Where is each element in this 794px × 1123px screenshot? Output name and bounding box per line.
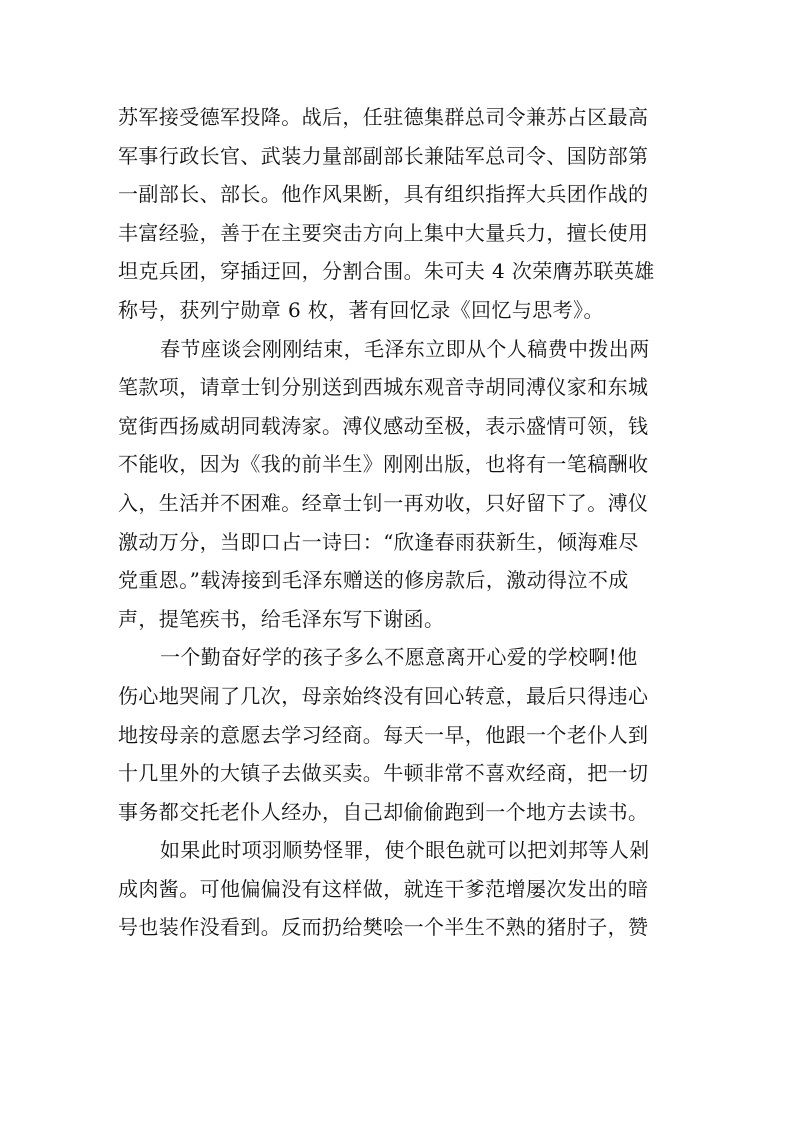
text-line: 如果此时项羽顺势怪罪，使个眼色就可以把刘邦等人剁 [160, 838, 650, 863]
text-line: 号也装作没看到。反而扔给樊哙一个半生不熟的猪肘子，赞 [118, 915, 649, 940]
text-line: 苏军接受德军投降。战后，任驻德集群总司令兼苏占区最高 [118, 105, 649, 129]
text-line: 地按母亲的意愿去学习经商。每天一早，他跟一个老仆人到 [118, 722, 649, 747]
text-line: 不能收，因为《我的前半生》刚刚出版，也将有一笔稿酬收 [118, 452, 649, 477]
text-line: 军事行政长官、武装力量部副部长兼陆军总司令、国防部第 [118, 143, 649, 168]
text-line: 笔款项，请章士钊分别送到西城东观音寺胡同溥仪家和东城 [118, 375, 649, 400]
text-line: 称号，获列宁勋章 6 枚，著有回忆录《回忆与思考》。 [118, 297, 604, 322]
text-line: 声，提笔疾书，给毛泽东写下谢函。 [118, 606, 445, 631]
text-line: 十几里外的大镇子去做买卖。牛顿非常不喜欢经商，把一切 [118, 761, 649, 786]
text-line: 春节座谈会刚刚结束，毛泽东立即从个人稿费中拨出两 [160, 336, 650, 361]
text-line: 伤心地哭闹了几次，母亲始终没有回心转意，最后只得违心 [118, 683, 649, 708]
text-line: 丰富经验，善于在主要突击方向上集中大量兵力，擅长使用 [118, 220, 649, 245]
text-line: 入，生活并不困难。经章士钊一再劝收，只好留下了。溥仪 [118, 490, 649, 515]
text-line: 激动万分，当即口占一诗曰：“欣逢春雨获新生，倾海难尽 [118, 529, 639, 554]
text-line: 事务都交托老仆人经办，自己却偷偷跑到一个地方去读书。 [118, 799, 649, 824]
text-line: 一副部长、部长。他作风果断，具有组织指挥大兵团作战的 [118, 182, 649, 207]
text-line: 成肉酱。可他偏偏没有这样做，就连干爹范增屡次发出的暗 [118, 876, 649, 901]
text-line: 一个勤奋好学的孩子多么不愿意离开心爱的学校啊!他 [160, 645, 638, 670]
body-text [118, 98, 693, 947]
text-line: 坦克兵团，穿插迂回，分割合围。朱可夫 4 次荣膺苏联英雄 [118, 259, 655, 284]
text-line: 宽街西扬威胡同载涛家。溥仪感动至极，表示盛情可领，钱 [118, 413, 649, 438]
text-line: 党重恩。”载涛接到毛泽东赠送的修房款后，激动得泣不成 [118, 568, 629, 593]
